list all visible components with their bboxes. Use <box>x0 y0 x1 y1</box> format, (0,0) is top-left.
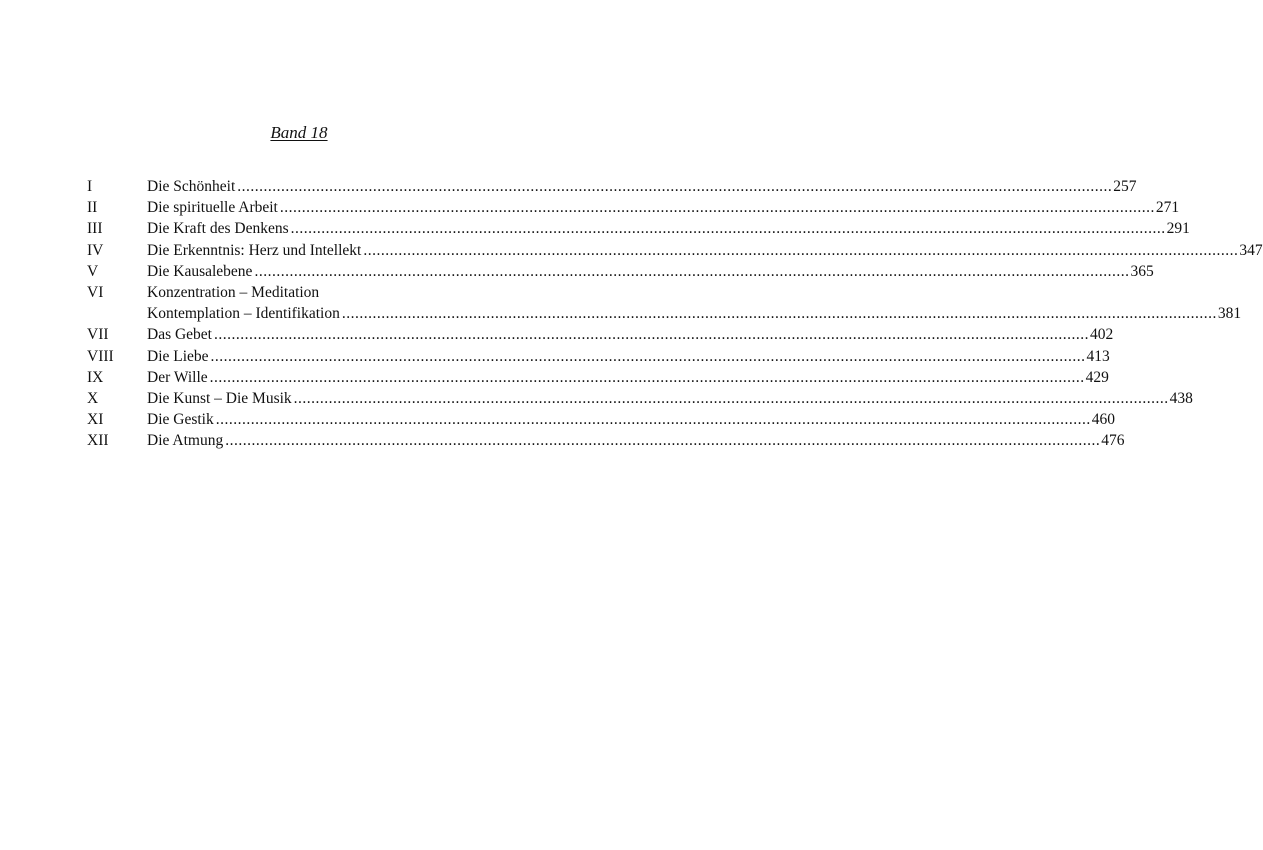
chapter-numeral: XI <box>87 411 104 429</box>
dot-leader: ........................................................................................................................................................................................................ <box>254 262 1130 280</box>
toc-row <box>87 346 1110 367</box>
toc-entry <box>147 282 521 303</box>
chapter-title: Die Kunst – Die Musik <box>147 388 294 409</box>
chapter-numeral: X <box>87 389 99 407</box>
toc-row <box>87 367 1109 388</box>
toc-row <box>87 282 521 303</box>
chapter-numeral: XII <box>87 432 109 450</box>
toc-row <box>87 388 1193 409</box>
toc-entry <box>147 324 1114 345</box>
dot-leader: ........................................................................................................................................................................................................ <box>225 432 1101 450</box>
toc-row <box>87 240 1263 261</box>
page-number: 257 <box>1113 178 1137 195</box>
chapter-numeral: III <box>87 220 103 238</box>
chapter-title: Das Gebet <box>147 324 214 345</box>
toc-row <box>87 324 1114 345</box>
table-of-contents <box>87 176 1263 451</box>
toc-entry <box>147 218 1190 239</box>
chapter-title: Die Kausalebene <box>147 261 254 282</box>
chapter-title: Die Kraft des Denkens <box>147 218 291 239</box>
chapter-numeral: VII <box>87 326 109 344</box>
page-number: 460 <box>1091 411 1115 429</box>
chapter-numeral: II <box>87 199 98 217</box>
chapter-numeral: VIII <box>87 347 114 365</box>
page-number: 381 <box>1217 305 1242 323</box>
dot-leader: ........................................................................................................................................................................................................ <box>209 368 1085 386</box>
dot-leader: ........................................................................................................................................................................................................ <box>237 178 1113 195</box>
toc-entry <box>147 388 1193 409</box>
dot-leader: ........................................................................................................................................................................................................ <box>279 199 1155 217</box>
page-number: 413 <box>1086 347 1110 365</box>
dot-leader: ........................................................................................................................................................................................................ <box>215 411 1091 429</box>
dot-leader: ........................................................................................................................................................................................................ <box>214 326 1089 344</box>
chapter-numeral: IX <box>87 368 104 386</box>
toc-entry <box>147 430 1125 451</box>
toc-entry <box>147 197 1180 218</box>
dot-leader: ........................................................................................................................................................................................................ <box>363 241 1239 259</box>
toc-entry <box>147 240 1263 261</box>
toc-entry <box>147 176 1137 197</box>
chapter-title: Die Atmung <box>147 430 225 451</box>
chapter-title: Die Erkenntnis: Herz und Intellekt <box>147 240 363 261</box>
chapter-title: Kontemplation – Identifikation <box>147 303 342 324</box>
toc-row <box>87 218 1190 239</box>
toc-entry <box>147 409 1115 430</box>
page-number: 271 <box>1155 199 1180 217</box>
chapter-numeral: IV <box>87 241 104 259</box>
page-number: 429 <box>1085 368 1109 386</box>
chapter-numeral: VI <box>87 283 104 301</box>
toc-row <box>87 261 1154 282</box>
chapter-numeral: V <box>87 262 99 280</box>
chapter-title: Die spirituelle Arbeit <box>147 197 280 218</box>
toc-entry <box>147 303 1242 324</box>
dot-leader: ........................................................................................................................................................................................................ <box>293 389 1169 407</box>
page-title: Band 18 <box>270 123 328 142</box>
page-number: 365 <box>1130 262 1154 280</box>
page-number: 347 <box>1239 241 1263 259</box>
chapter-title: Die Gestik <box>147 409 216 430</box>
dot-leader: ........................................................................................................................................................................................................ <box>341 305 1217 323</box>
chapter-title: Konzentration – Meditation <box>147 282 321 303</box>
page-number: 402 <box>1090 326 1114 344</box>
toc-row <box>87 430 1125 451</box>
toc-entry <box>147 261 1154 282</box>
chapter-title: Die Liebe <box>147 346 211 367</box>
toc-row <box>87 197 1180 218</box>
toc-entry <box>147 346 1110 367</box>
dot-leader: ........................................................................................................................................................................................................ <box>290 220 1166 238</box>
page-number: 476 <box>1101 432 1125 450</box>
toc-entry <box>147 367 1109 388</box>
chapter-title: Die Schönheit <box>147 176 237 197</box>
toc-row <box>87 303 1242 324</box>
chapter-title: Der Wille <box>147 367 210 388</box>
toc-row <box>87 409 1115 430</box>
dot-leader: ........................................................................................................................................................................................................ <box>210 347 1086 365</box>
page-number: 291 <box>1166 220 1190 238</box>
chapter-numeral: I <box>87 178 93 195</box>
toc-row <box>87 176 1137 197</box>
page-number: 438 <box>1169 389 1193 407</box>
